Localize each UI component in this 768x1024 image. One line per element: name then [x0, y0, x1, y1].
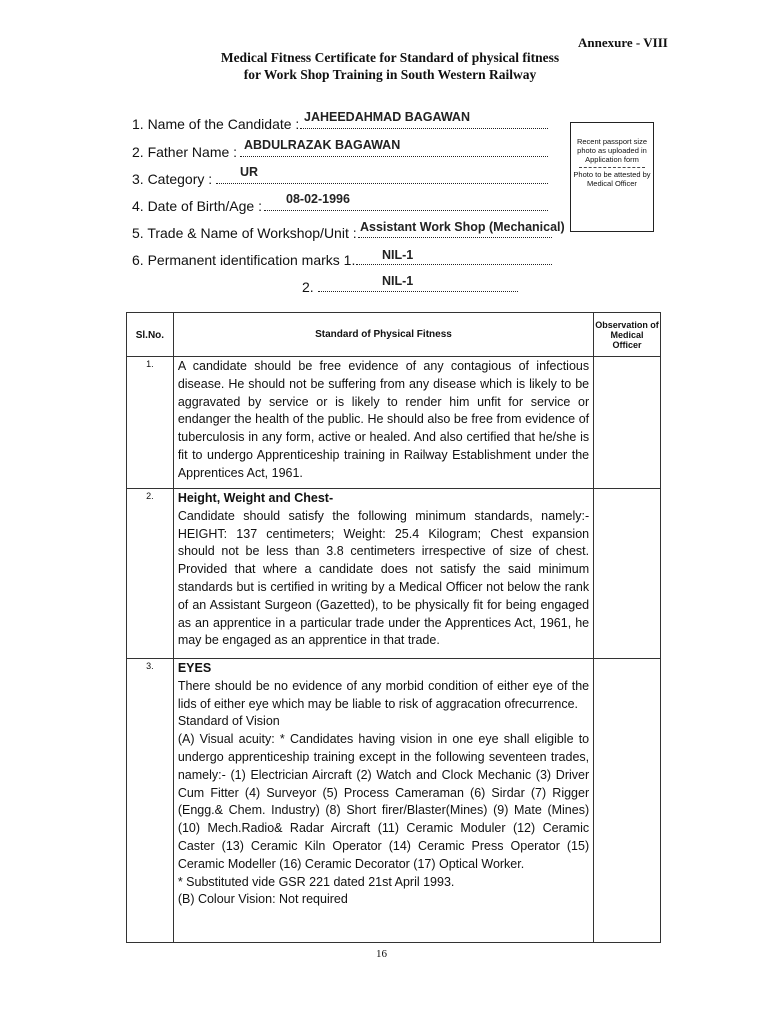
- header-observation: Observation of Medical Officer: [594, 313, 661, 357]
- row-number: 3.: [127, 659, 174, 943]
- title-line-1: Medical Fitness Certificate for Standard of physical fitness: [220, 50, 560, 65]
- row-text: Candidate should satisfy the following minimum standards, namely:- HEIGHT: 137 centimeters; Weight: 25.4 Kilogram; Chest expansion should not be less than 3.8 centimeters irrespective of size of chest. Provided that where a candidate does not satisfy the said minimum standards but is certified in writing by a Medical Officer not below the rank of an Assistant Surgeon (Gazetted), to be physically fit for being engaged as an apprentice in a particular trade under the Apprentices Act, 1961, he may be engaged as an apprentice in that trade.: [177, 508, 590, 648]
- dob-dotted-line: [264, 210, 548, 211]
- row-content: [173, 659, 593, 943]
- vision-standard-heading: Standard of Vision: [177, 714, 280, 729]
- substitution-note: * Substituted vide GSR 221 dated 21st April 1993.: [177, 874, 455, 889]
- category-dotted-line: [216, 183, 548, 184]
- photo-box: [570, 122, 654, 232]
- header-slno: Sl.No.: [127, 313, 174, 357]
- father-dotted-line: [240, 156, 548, 157]
- row-content: [173, 489, 593, 659]
- table-row: [127, 489, 661, 659]
- page-number: 16: [376, 948, 387, 960]
- observation-cell[interactable]: [594, 357, 661, 489]
- observation-cell[interactable]: [594, 659, 661, 943]
- category-value[interactable]: UR: [240, 165, 259, 179]
- row-heading: Height, Weight and Chest-: [177, 491, 334, 505]
- marks-label-2: 2.: [302, 279, 314, 295]
- header-standard: Standard of Physical Fitness: [173, 313, 593, 357]
- marks-value-2[interactable]: NIL-1: [382, 274, 414, 288]
- father-label: 2. Father Name :: [132, 144, 238, 160]
- trade-dotted-line: [358, 237, 552, 238]
- dob-label: 4. Date of Birth/Age :: [132, 198, 262, 214]
- table-row: [127, 659, 661, 943]
- row-text: A candidate should be free evidence of any contagious of infectious disease. He should not be suffering from any disease which is likely to be aggravated by service or is likely to render him unfit for service or endanger the health of the public. He should also be free from evidence of tuberculosis in any form, active or healed. And also certified that he/she is fit to undergo Apprenticeship training in Railway Establishment under the Apprentices Act, 1961.: [173, 357, 593, 489]
- fitness-table: [126, 312, 661, 943]
- annexure-label: Annexure - VIII: [578, 35, 668, 50]
- marks-label: 6. Permanent identification marks 1.: [132, 252, 356, 268]
- row-number: 1.: [127, 357, 174, 489]
- observation-cell[interactable]: [594, 489, 661, 659]
- row-text: There should be no evidence of any morbid condition of either eye of the lids of either eye which may be liable to risk of aggracation ofrecurrence.: [177, 678, 590, 711]
- marks-dotted-line-1: [356, 264, 552, 265]
- visual-acuity-text: (A) Visual acuity: * Candidates having vision in one eye shall eligible to undergo apprenticeship training except in the following seventeen trades, namely:- (1) Electrician Aircraft (2) Watch and Clock Mechanic (3) Driver Cum Fitter (4) Surveyor (5) Process Cameraman (6) Sirdar (7) Rigger (Engg.& Chem. Industry) (8) Short firer/Blaster(Mines) (9) Mate (Mines) (10) Mech.Radio& Radar Aircraft (11) Ceramic Moduler (12) Ceramic Caster (13) Ceramic Kiln Operator (14) Ceramic Press Operator (15) Ceramic Modeller (16) Ceramic Decorator (17) Optical Worker.: [177, 732, 590, 871]
- photo-divider: [579, 167, 645, 168]
- title-line-2: for Work Shop Training in South Western Railway: [243, 67, 537, 82]
- row-number: 2.: [127, 489, 174, 659]
- colour-vision-text: (B) Colour Vision: Not required: [177, 892, 348, 907]
- category-label: 3. Category :: [132, 171, 213, 187]
- photo-instruction: Recent passport size photo as uploaded in Application form: [576, 137, 648, 164]
- marks-value-1[interactable]: NIL-1: [382, 248, 414, 262]
- table-row: [127, 357, 661, 489]
- name-dotted-line: [300, 128, 548, 129]
- trade-value[interactable]: Assistant Work Shop (Mechanical): [360, 220, 565, 234]
- name-label: 1. Name of the Candidate :: [132, 116, 300, 132]
- father-value[interactable]: ABDULRAZAK BAGAWAN: [244, 138, 401, 152]
- dob-value[interactable]: 08-02-1996: [286, 192, 350, 206]
- row-heading: EYES: [177, 661, 212, 675]
- photo-attest-note: Photo to be attested by Medical Officer: [573, 170, 651, 188]
- table-header-row: [127, 313, 661, 357]
- trade-label: 5. Trade & Name of Workshop/Unit :: [132, 225, 357, 241]
- name-value[interactable]: JAHEEDAHMAD BAGAWAN: [304, 110, 470, 124]
- marks-dotted-line-2: [318, 291, 518, 292]
